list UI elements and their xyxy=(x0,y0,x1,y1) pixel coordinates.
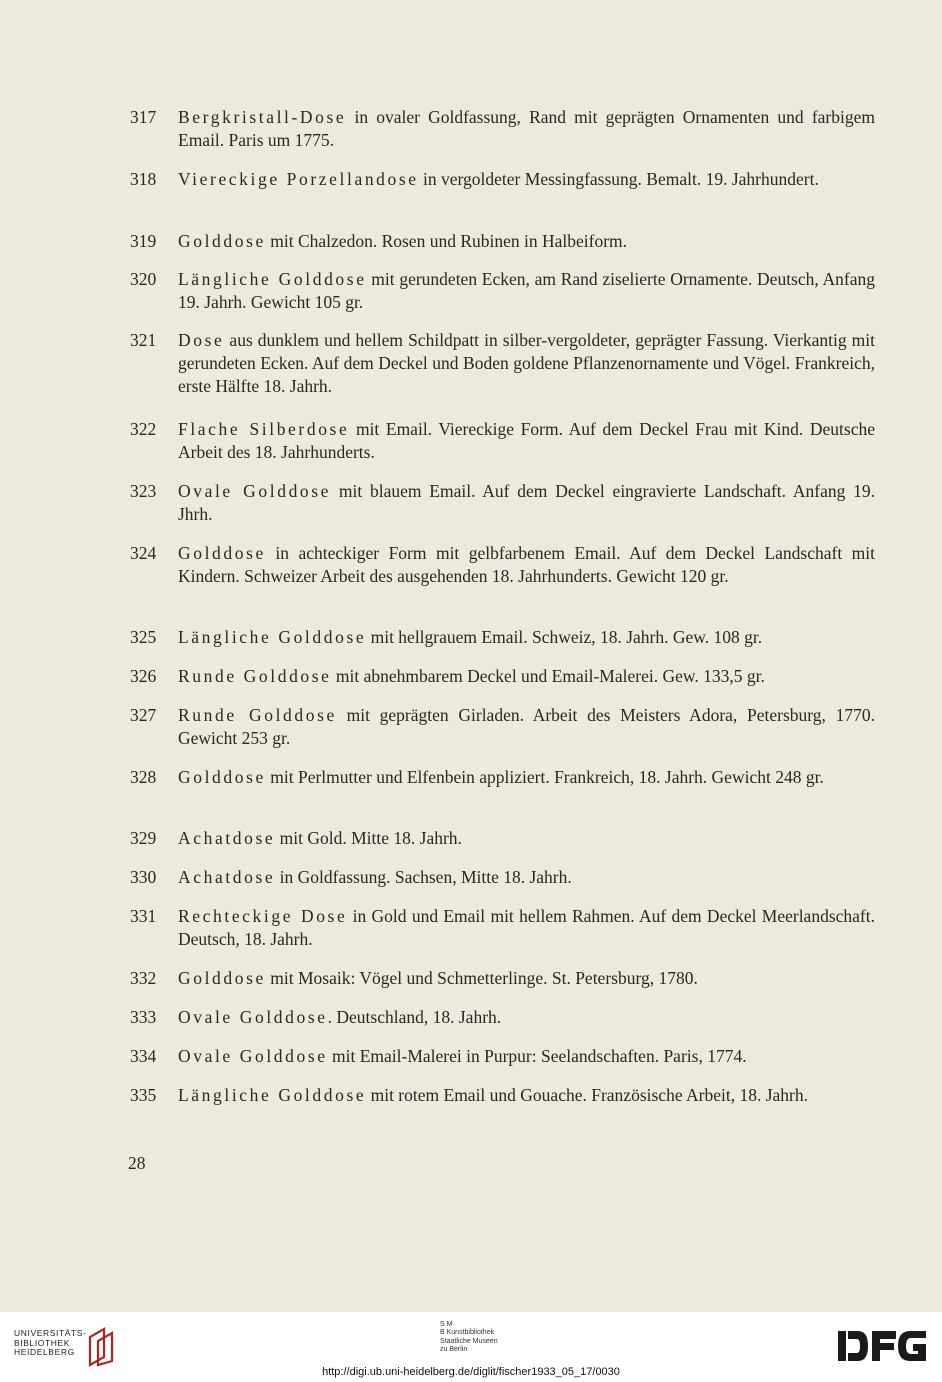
entry-text: mit gerundeten Ecken, am Rand ziselierte Ornamente. Deutsch, Anfang 19. Jahrh. Gewicht 105 gr. xyxy=(178,269,875,312)
entry-title: Flache Silberdose xyxy=(178,419,350,439)
entry-text: mit rotem Email und Gouache. Französische Arbeit, 18. Jahrh. xyxy=(366,1085,808,1105)
catalog-entry xyxy=(130,827,875,850)
entry-number: 323 xyxy=(130,481,157,501)
catalog-entry xyxy=(130,106,875,152)
catalog-entry xyxy=(130,967,875,990)
catalog-entry xyxy=(130,905,875,951)
museum-label: S M B Kunstbibliothek Staatliche Museen zu Berlin xyxy=(440,1321,498,1353)
entry-title: Achatdose xyxy=(178,828,276,848)
entry-title: Rechteckige Dose xyxy=(178,906,348,926)
entry-number: 334 xyxy=(130,1046,157,1066)
entry-number: 331 xyxy=(130,906,157,926)
entry-text: in Gold und Email mit hellem Rahmen. Auf dem Deckel Meerlandschaft. Deutsch, 18. Jahrh. xyxy=(178,906,875,949)
entry-text: in achteckiger Form mit gelbfarbenem Email. Auf dem Deckel Landschaft mit Kindern. Schweizer Arbeit des ausgehenden 18. Jahrhunderts. Gewicht 120 gr. xyxy=(178,543,875,586)
catalog-entry xyxy=(130,704,875,750)
entry-title: Golddose xyxy=(178,231,266,251)
entry-number: 328 xyxy=(130,767,157,787)
entry-text: mit Mosaik: Vögel und Schmetterlinge. St. Petersburg, 1780. xyxy=(265,968,698,988)
entry-text: mit Email. Viereckige Form. Auf dem Deckel Frau mit Kind. Deutsche Arbeit des 18. Jahrhunderts. xyxy=(178,419,876,462)
entry-number: 333 xyxy=(130,1007,157,1027)
entry-title: Runde Golddose xyxy=(178,705,337,725)
entry-text: mit Chalzedon. Rosen und Rubinen in Halbeiform. xyxy=(265,231,628,251)
entry-text: in vergoldeter Messingfassung. Bemalt. 19. Jahrhundert. xyxy=(418,169,819,189)
entry-title: Bergkristall-Dose xyxy=(178,107,347,127)
entry-number: 329 xyxy=(130,828,157,848)
catalog-entry xyxy=(130,766,875,789)
catalog-entry xyxy=(130,542,875,588)
entry-number: 319 xyxy=(130,231,157,251)
entry-number: 320 xyxy=(130,269,157,289)
entry-text: mit blauem Email. Auf dem Deckel eingravierte Landschaft. Anfang 19. Jhrh. xyxy=(178,481,876,524)
entry-number: 330 xyxy=(130,867,157,887)
entry-text: aus dunklem und hellem Schildpatt in silber-vergoldeter, geprägter Fassung. Vierkantig mit gerundeten Ecken. Auf dem Deckel und Boden goldene Pflanzenornamente und Vögel. Frankreich, erste Hälfte 18. Jahrh. xyxy=(178,330,875,396)
digitization-footer xyxy=(0,1312,942,1382)
entry-text: in ovaler Goldfassung, Rand mit geprägten Ornamenten und farbigem Email. Paris um 1775. xyxy=(178,107,875,150)
catalog-entry xyxy=(130,418,875,464)
source-url-link[interactable]: http://digi.ub.uni-heidelberg.de/diglit/fischer1933_05_17/0030 xyxy=(322,1366,620,1378)
entry-text: mit abnehmbarem Deckel und Email-Malerei. Gew. 133,5 gr. xyxy=(331,666,765,686)
entry-title: Runde Golddose xyxy=(178,666,332,686)
entry-number: 332 xyxy=(130,968,157,988)
entry-title: Ovale Golddose xyxy=(178,1007,328,1027)
entry-text: mit hellgrauem Email. Schweiz, 18. Jahrh. Gew. 108 gr. xyxy=(366,627,763,647)
catalog-entry xyxy=(130,1084,875,1107)
entry-number: 318 xyxy=(130,169,157,189)
dfg-logo-icon xyxy=(836,1327,932,1367)
catalog-entry xyxy=(130,1045,875,1068)
catalog-entry xyxy=(130,866,875,889)
entry-title: Achatdose xyxy=(178,867,276,887)
entry-number: 335 xyxy=(130,1085,157,1105)
entry-text: in Goldfassung. Sachsen, Mitte 18. Jahrh. xyxy=(275,867,572,887)
catalog-entry xyxy=(130,268,875,314)
entry-number: 322 xyxy=(130,419,157,439)
entry-number: 324 xyxy=(130,543,157,563)
entry-title: Längliche Golddose xyxy=(178,269,367,289)
entry-number: 325 xyxy=(130,627,157,647)
entry-title: Ovale Golddose xyxy=(178,1046,328,1066)
entry-title: Dose xyxy=(178,330,225,350)
entry-title: Längliche Golddose xyxy=(178,627,367,647)
entry-title: Golddose xyxy=(178,767,266,787)
entry-text: mit Email-Malerei in Purpur: Seelandschaften. Paris, 1774. xyxy=(327,1046,747,1066)
entry-number: 317 xyxy=(130,107,157,127)
entry-title: Ovale Golddose xyxy=(178,481,332,501)
entry-title: Längliche Golddose xyxy=(178,1085,367,1105)
university-library-label: UNIVERSITÄTS- BIBLIOTHEK HEIDELBERG xyxy=(14,1328,87,1357)
catalog-entry xyxy=(130,230,875,253)
entry-number: 321 xyxy=(130,330,157,350)
catalog-entry xyxy=(130,329,875,398)
entry-number: 327 xyxy=(130,705,157,725)
catalog-entry xyxy=(130,665,875,688)
entry-text: mit Gold. Mitte 18. Jahrh. xyxy=(275,828,462,848)
catalog-entry xyxy=(130,1006,875,1029)
catalog-entry xyxy=(130,168,875,191)
catalog-entry xyxy=(130,626,875,649)
entry-text: . Deutschland, 18. Jahrh. xyxy=(327,1007,502,1027)
entry-text: mit Perlmutter und Elfenbein appliziert. Frankreich, 18. Jahrh. Gewicht 248 gr. xyxy=(265,767,824,787)
university-logo-icon xyxy=(86,1325,116,1367)
entry-title: Golddose xyxy=(178,968,266,988)
page-number: 28 xyxy=(128,1153,146,1173)
entry-title: Viereckige Porzellandose xyxy=(178,169,419,189)
entry-title: Golddose xyxy=(178,543,266,563)
entry-number: 326 xyxy=(130,666,157,686)
catalog-entry xyxy=(130,480,875,526)
entry-text: mit geprägten Girladen. Arbeit des Meisters Adora, Petersburg, 1770. Gewicht 253 gr. xyxy=(178,705,876,748)
